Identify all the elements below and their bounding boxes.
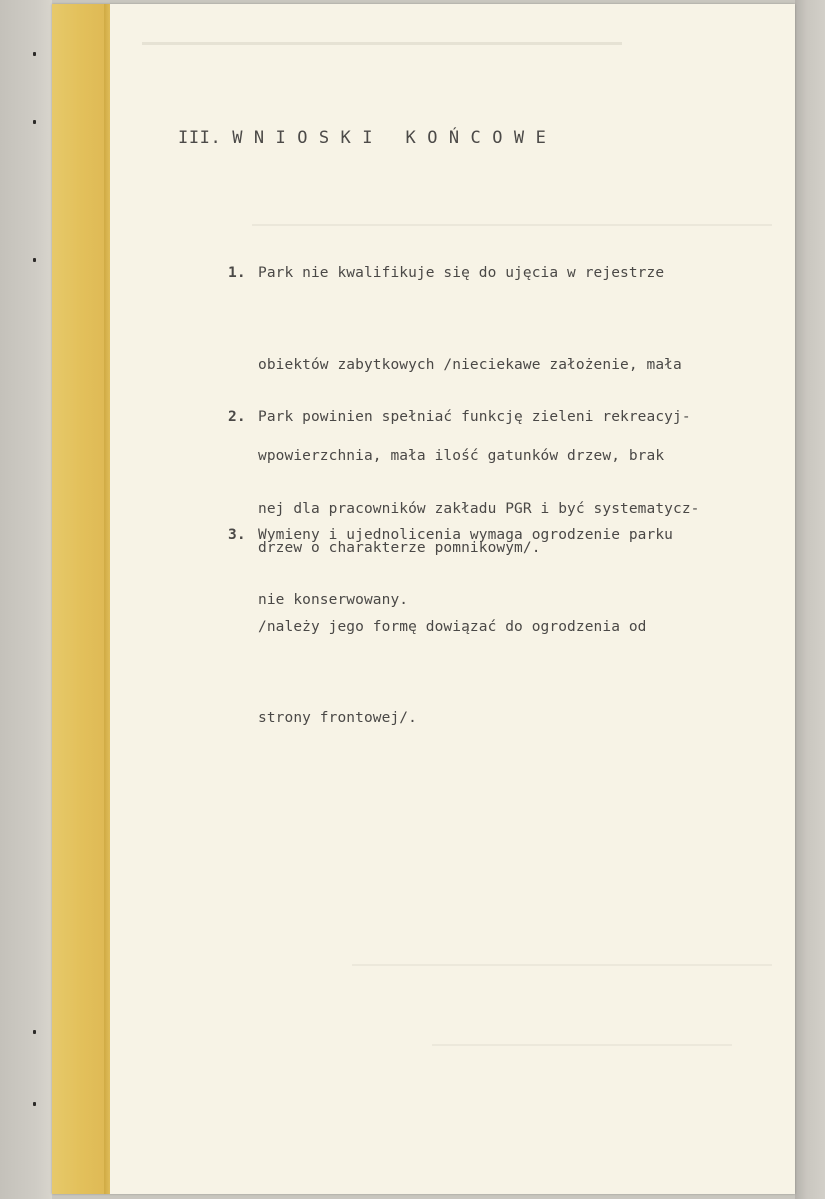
punch-hole-mark <box>33 1102 36 1106</box>
item-line: /należy jego formę dowiązać do ogrodzenia od <box>258 618 647 635</box>
punch-hole-mark <box>33 258 36 262</box>
adhesive-tape-strip <box>52 4 110 1194</box>
item-number: 2. <box>228 409 246 425</box>
bleed-through-text <box>432 1044 732 1046</box>
section-heading <box>178 128 546 148</box>
punch-hole-mark <box>33 1030 36 1034</box>
item-line: nie konserwowany. <box>258 592 409 608</box>
bleed-through-text <box>352 964 772 966</box>
item-number: 1. <box>228 265 246 281</box>
item-line: strony frontowej/. <box>258 710 417 726</box>
punch-hole-mark <box>33 52 36 56</box>
item-line: drzew o charakterze pomnikowym/. <box>258 539 541 556</box>
scanner-background-right <box>795 0 825 1199</box>
item-line: Wymieny i ujednolicenia wymaga ogrodzenie parku <box>258 527 673 543</box>
item-line: wpowierzchnia, mała ilość gatunków drzew, brak <box>258 448 665 464</box>
item-line: obiektów zabytkowych /nieciekawe założenie, mała <box>258 356 682 373</box>
bleed-through-text <box>142 42 622 45</box>
item-line: Park nie kwalifikuje się do ujęcia w rejestrze <box>258 265 665 281</box>
item-number: 3. <box>228 527 246 543</box>
section-numeral: III. <box>178 128 222 148</box>
scanner-background-left <box>0 0 52 1199</box>
punch-hole-mark <box>33 120 36 124</box>
list-item <box>228 459 673 764</box>
section-title: W N I O S K I K O Ń C O W E <box>232 128 547 148</box>
item-line: nej dla pracowników zakładu PGR i być systematycz- <box>258 500 700 517</box>
item-line: Park powinien spełniać funkcję zieleni rekreacyj- <box>258 409 691 425</box>
